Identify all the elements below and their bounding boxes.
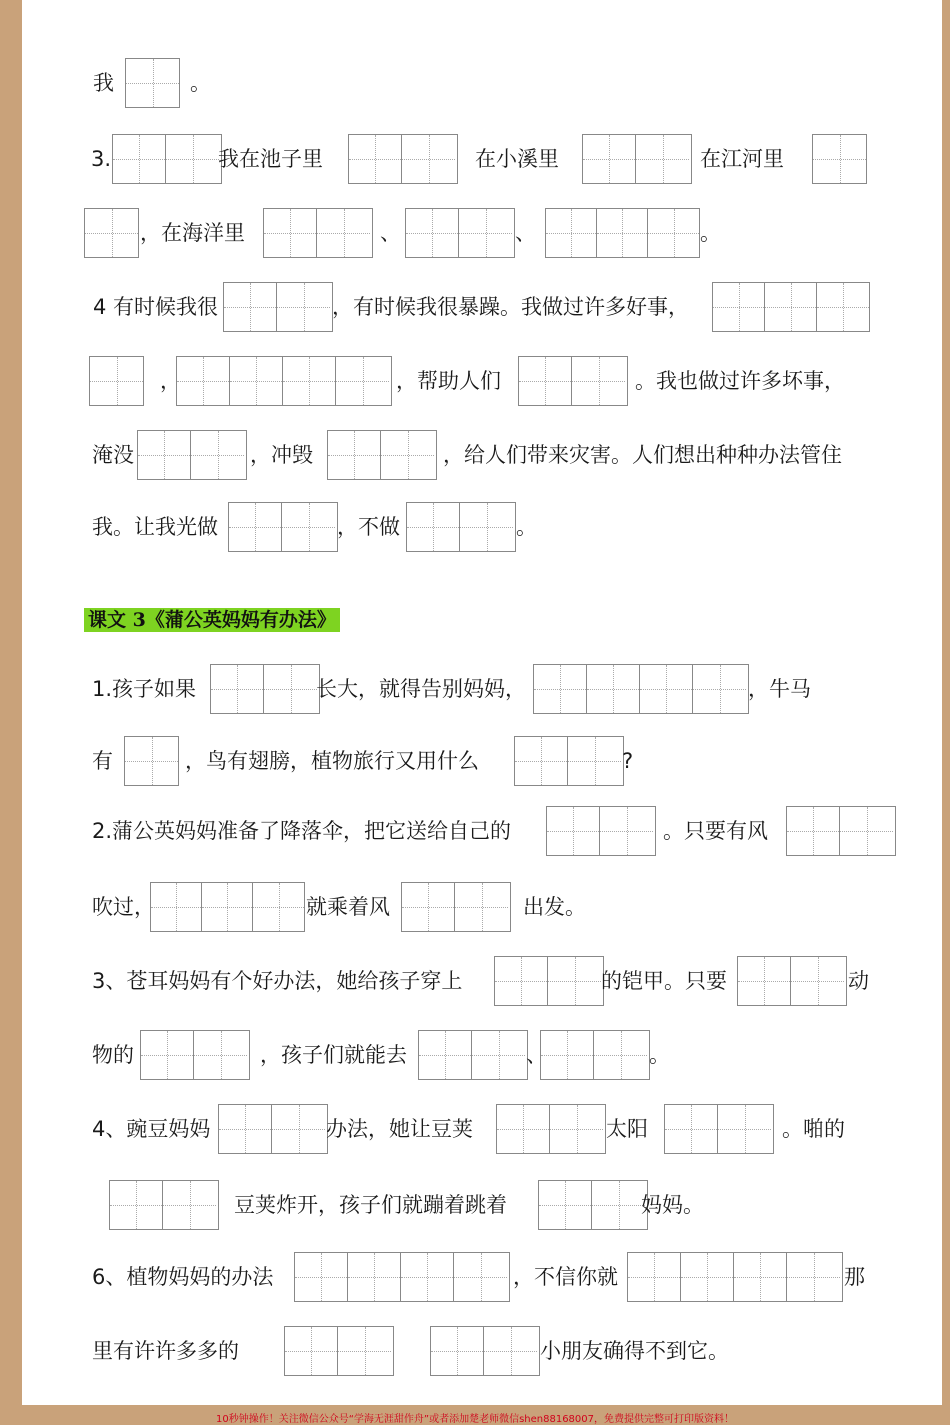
blank-1[interactable]	[812, 134, 867, 184]
blank-1[interactable]	[84, 208, 139, 258]
blank-2[interactable]	[223, 282, 333, 332]
text: ，给人们带来灾害。人们想出种种办法管住	[443, 443, 842, 467]
text: 小朋友确得不到它。	[540, 1339, 729, 1363]
text: 在小溪里	[475, 147, 559, 171]
blank-2[interactable]	[518, 356, 628, 406]
line-13	[0, 1104, 950, 1156]
blank-2[interactable]	[228, 502, 338, 552]
text: 4、豌豆妈妈	[92, 1117, 211, 1141]
text: 办法，她让豆荚	[326, 1117, 473, 1141]
blank-2[interactable]	[218, 1104, 328, 1154]
blank-3[interactable]	[545, 208, 700, 258]
blank-2[interactable]	[664, 1104, 774, 1154]
text: 物的	[92, 1043, 134, 1067]
blank-2[interactable]	[327, 430, 437, 480]
text: 有	[92, 749, 113, 773]
text: ，不做	[337, 515, 400, 539]
line-5	[0, 430, 950, 482]
text: 3.	[91, 147, 112, 171]
text: 3、苍耳妈妈有个好办法，她给孩子穿上	[92, 969, 463, 993]
text: 淹没	[92, 443, 134, 467]
text: 。	[190, 71, 211, 95]
blank-2[interactable]	[406, 502, 516, 552]
blank-2[interactable]	[430, 1326, 540, 1376]
text: 动	[848, 969, 869, 993]
line-14	[0, 1180, 950, 1232]
footer-note: 10秒钟操作！关注微信公众号“学海无涯甜作舟”或者添加楚老师微信shen88168007，免费提供完整可打印版资料！	[215, 1414, 735, 1425]
blank-3[interactable]	[150, 882, 305, 932]
text: 、	[515, 221, 536, 245]
text: 我。让我光做	[92, 515, 218, 539]
text: 。	[700, 221, 721, 245]
text: ，牛马	[748, 677, 811, 701]
line-1	[0, 134, 950, 186]
blank-1[interactable]	[124, 736, 179, 786]
text: ，冲毁	[250, 443, 313, 467]
text: 我在池子里	[218, 147, 323, 171]
line-0	[0, 58, 950, 110]
text: 妈妈。	[641, 1193, 704, 1217]
text: 在江河里	[700, 147, 784, 171]
line-4	[0, 356, 950, 408]
blank-2[interactable]	[140, 1030, 250, 1080]
blank-2[interactable]	[546, 806, 656, 856]
blank-3[interactable]	[712, 282, 870, 332]
text: 1.孩子如果	[92, 677, 197, 701]
text: ，帮助人们	[396, 369, 501, 393]
blank-2[interactable]	[418, 1030, 528, 1080]
text: 。	[516, 515, 537, 539]
text: ，不信你就	[513, 1265, 618, 1289]
line-12	[0, 1030, 950, 1082]
blank-4[interactable]	[627, 1252, 843, 1302]
line-2	[0, 208, 950, 260]
line-16	[0, 1326, 950, 1378]
blank-2[interactable]	[405, 208, 515, 258]
text: ，鸟有翅膀，植物旅行又用什么	[185, 749, 479, 773]
blank-1[interactable]	[89, 356, 144, 406]
blank-2[interactable]	[582, 134, 692, 184]
text: 、	[526, 1043, 547, 1067]
text: ，孩子们就能去	[260, 1043, 407, 1067]
text: 长大，就得告别妈妈，	[316, 677, 526, 701]
text: ，有时候我很暴躁。我做过许多好事，	[332, 295, 689, 319]
lesson-heading: 课文 3《蒲公英妈妈有办法》	[84, 608, 340, 632]
line-9	[0, 806, 950, 858]
text: 2.蒲公英妈妈准备了降落伞，把它送给自己的	[92, 819, 512, 843]
text: 。	[649, 1043, 670, 1067]
blank-2[interactable]	[496, 1104, 606, 1154]
text: 那	[844, 1265, 865, 1289]
line-15	[0, 1252, 950, 1304]
blank-2[interactable]	[538, 1180, 648, 1230]
blank-2[interactable]	[540, 1030, 650, 1080]
line-6	[0, 502, 950, 554]
text: 。啪的	[782, 1117, 845, 1141]
blank-4[interactable]	[176, 356, 392, 406]
text: 出发。	[523, 895, 586, 919]
text: 就乘着风	[306, 895, 390, 919]
blank-2[interactable]	[401, 882, 511, 932]
text: 里有许许多多的	[92, 1339, 239, 1363]
text: 的铠甲。只要	[601, 969, 727, 993]
line-3	[0, 282, 950, 334]
blank-2[interactable]	[514, 736, 624, 786]
blank-2[interactable]	[348, 134, 458, 184]
blank-2[interactable]	[137, 430, 247, 480]
blank-2[interactable]	[494, 956, 604, 1006]
text: 、	[380, 221, 401, 245]
blank-4[interactable]	[294, 1252, 510, 1302]
line-10	[0, 882, 950, 934]
blank-2[interactable]	[109, 1180, 219, 1230]
text: 4 有时候我很	[93, 295, 219, 319]
blank-2[interactable]	[263, 208, 373, 258]
text: 。只要有风	[663, 819, 768, 843]
text: ，	[160, 369, 181, 393]
blank-1[interactable]	[125, 58, 180, 108]
line-11	[0, 956, 950, 1008]
text: ?	[622, 749, 634, 773]
text: 太阳	[606, 1117, 648, 1141]
line-8	[0, 736, 950, 788]
blank-2[interactable]	[112, 134, 222, 184]
blank-2[interactable]	[737, 956, 847, 1006]
blank-2[interactable]	[786, 806, 896, 856]
line-7	[0, 664, 950, 716]
text: ，在海洋里	[140, 221, 245, 245]
text: 我	[93, 71, 114, 95]
text: 吹过，	[92, 895, 155, 919]
blank-2[interactable]	[210, 664, 320, 714]
blank-4[interactable]	[533, 664, 749, 714]
text: 6、植物妈妈的办法	[92, 1265, 274, 1289]
text: 。我也做过许多坏事，	[635, 369, 845, 393]
blank-2[interactable]	[284, 1326, 394, 1376]
text: 豆荚炸开，孩子们就蹦着跳着	[234, 1193, 507, 1217]
